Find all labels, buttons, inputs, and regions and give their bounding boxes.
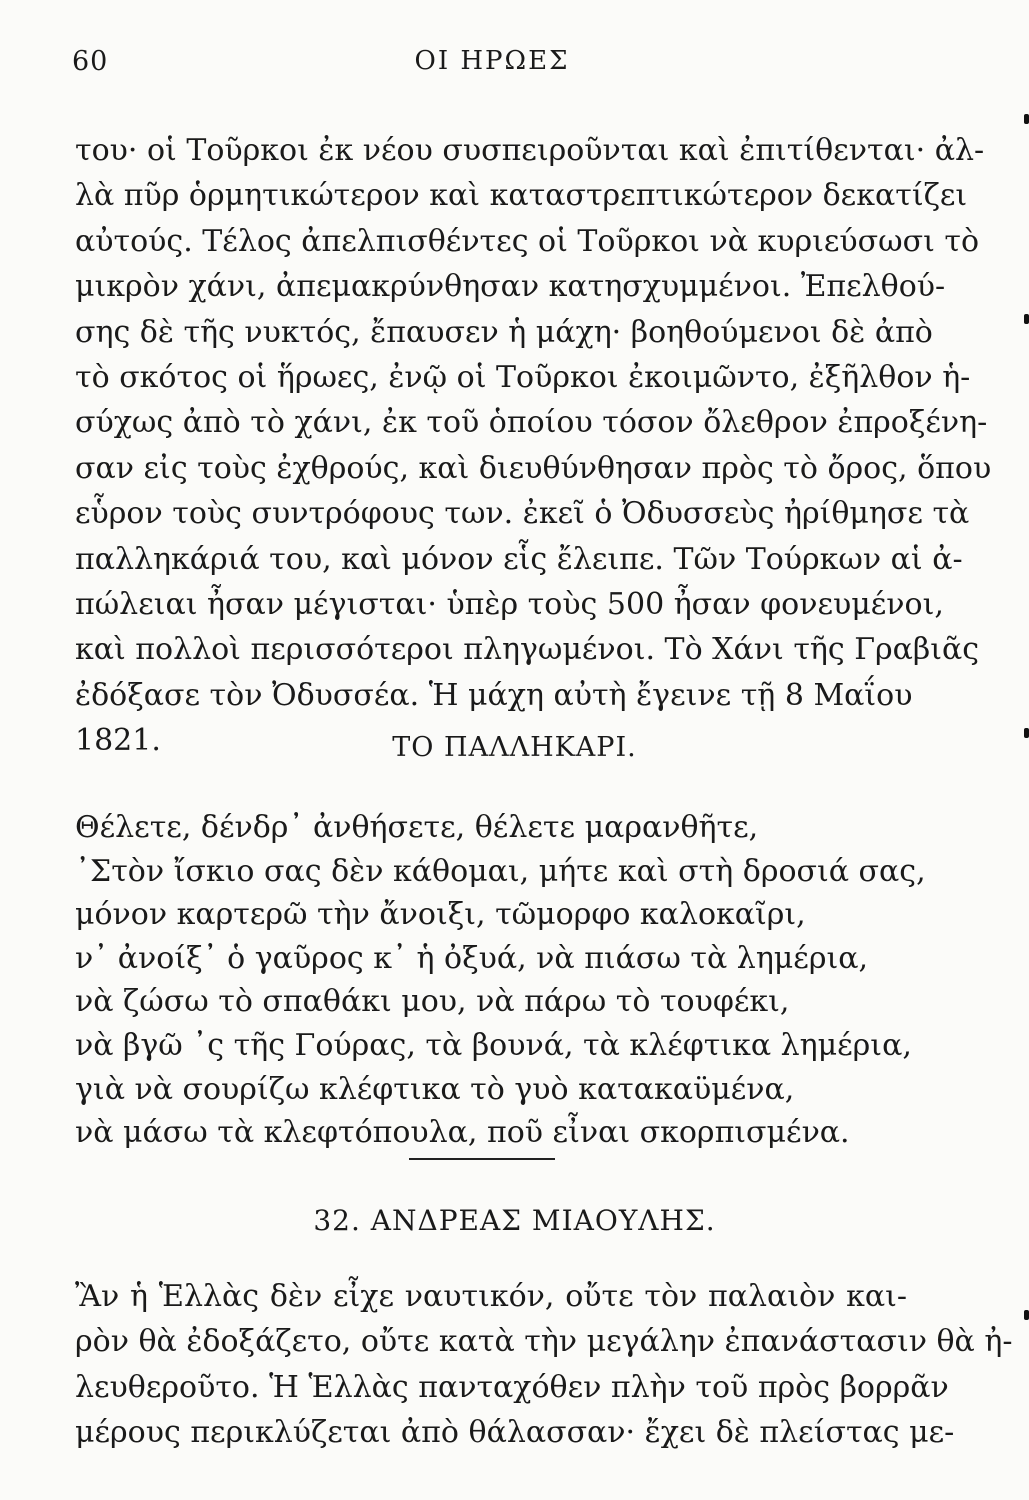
text-line: 1821.: [75, 723, 161, 759]
text-line: παλληκάριά του, καὶ μόνον εἷς ἔλειπε. Τῶν Τούρκων αἱ ἀ-: [75, 541, 963, 577]
chapter-text: [75, 1274, 1013, 1456]
scan-edge-mark: [1024, 314, 1029, 324]
text-line: πώλειαι ἦσαν μέγισται· ὑπὲρ τοὺς 500 ἦσαν φονευμένοι,: [75, 586, 944, 622]
running-head: ΟΙ ΗΡΩΕΣ: [414, 46, 570, 76]
text-line: τὸ σκότος οἱ ἥρωες, ἐνῷ οἱ Τοῦρκοι ἐκοιμῶντο, ἐξῆλθον ἡ-: [75, 359, 971, 395]
poem-title: ΤΟ ΠΑΛΛΗΚΑΡΙ.: [392, 732, 637, 763]
poem: [75, 806, 926, 1155]
poem-verse: Θέλετε, δένδρ᾽ ἀνθήσετε, θέλετε μαρανθῆτε,: [75, 810, 759, 845]
poem-verse: γιὰ νὰ σουρίζω κλέφτικα τὸ γυὸ κατακαϋμένα,: [75, 1071, 795, 1107]
text-line: εὗρον τοὺς συντρόφους των. ἐκεῖ ὁ Ὀδυσσεὺς ἠρίθμησε τὰ: [75, 496, 970, 532]
text-line: μικρὸν χάνι, ἀπεμακρύνθησαν κατησχυμμένοι. Ἐπελθού-: [75, 269, 946, 305]
text-line: καὶ πολλοὶ περισσότεροι πληγωμένοι. Τὸ Χάνι τῆς Γραβιᾶς: [75, 632, 980, 668]
poem-verse: νὰ ζώσω τὸ σπαθάκι μου, νὰ πάρω τὸ τουφέκι,: [75, 984, 790, 1020]
text-line: σαν εἰς τοὺς ἐχθρούς, καὶ διευθύνθησαν πρὸς τὸ ὄρος, ὅπου: [75, 450, 992, 486]
poem-verse: νὰ μάσω τὰ κλεφτόπουλα, ποῦ εἶναι σκορπισμένα.: [75, 1115, 850, 1151]
text-line: λὰ πῦρ ὁρμητικώτερον καὶ καταστρεπτικώτερον δεκατίζει: [75, 178, 968, 214]
chapter-title: 32. ΑΝΔΡΕΑΣ ΜΙΑΟΥΛΗΣ.: [313, 1204, 716, 1237]
poem-verse: ν᾽ ἀνοίξ᾽ ὁ γαῦρος κ᾽ ἡ ὀξυά, νὰ πιάσω τὰ λημέρια,: [75, 940, 869, 976]
text-line: Ἂν ἡ Ἑλλὰς δὲν εἶχε ναυτικόν, οὔτε τὸν παλαιὸν και-: [75, 1279, 907, 1314]
text-line: ἐδόξασε τὸν Ὀδυσσέα. Ἡ μάχη αὐτὴ ἔγεινε τῇ 8 Μαΐου: [75, 677, 913, 713]
text-line: λευθεροῦτο. Ἡ Ἑλλὰς πανταχόθεν πλὴν τοῦ πρὸς βορρᾶν: [75, 1369, 949, 1405]
scan-edge-mark: [1024, 1310, 1029, 1320]
text-line: του· οἱ Τοῦρκοι ἐκ νέου συσπειροῦνται καὶ ἐπιτίθενται· ἀλ-: [75, 133, 985, 168]
text-line: σύχως ἀπὸ τὸ χάνι, ἐκ τοῦ ὁποίου τόσον ὄλεθρον ἐπροξένη-: [75, 405, 988, 441]
text-line: ρὸν θὰ ἐδοξάζετο, οὔτε κατὰ τὴν μεγάλην ἐπανάστασιν θὰ ἠ-: [75, 1324, 1013, 1360]
narrative-text: [75, 128, 992, 763]
scan-edge-mark: [1024, 114, 1029, 124]
page-header: [72, 46, 912, 86]
text-line: σης δὲ τῆς νυκτός, ἔπαυσεν ἡ μάχη· βοηθούμενοι δὲ ἀπὸ: [75, 314, 933, 350]
scan-edge-mark: [1024, 728, 1029, 738]
poem-verse: ᾽Στὸν ἴσκιο σας δὲν κάθομαι, μήτε καὶ στὴ δροσιά σας,: [75, 853, 926, 889]
poem-verse: νὰ βγῶ ᾽ς τῆς Γούρας, τὰ βουνά, τὰ κλέφτικα λημέρια,: [75, 1027, 912, 1063]
section-divider: [409, 1158, 555, 1160]
text-line: αὐτούς. Τέλος ἀπελπισθέντες οἱ Τοῦρκοι νὰ κυριεύσωσι τὸ: [75, 223, 980, 259]
poem-verse: μόνον καρτερῶ τὴν ἄνοιξι, τῶμορφο καλοκαῖρι,: [75, 897, 806, 933]
text-line: μέρους περικλύζεται ἀπὸ θάλασσαν· ἔχει δὲ πλείστας με-: [75, 1415, 955, 1451]
page-number: 60: [72, 46, 109, 77]
